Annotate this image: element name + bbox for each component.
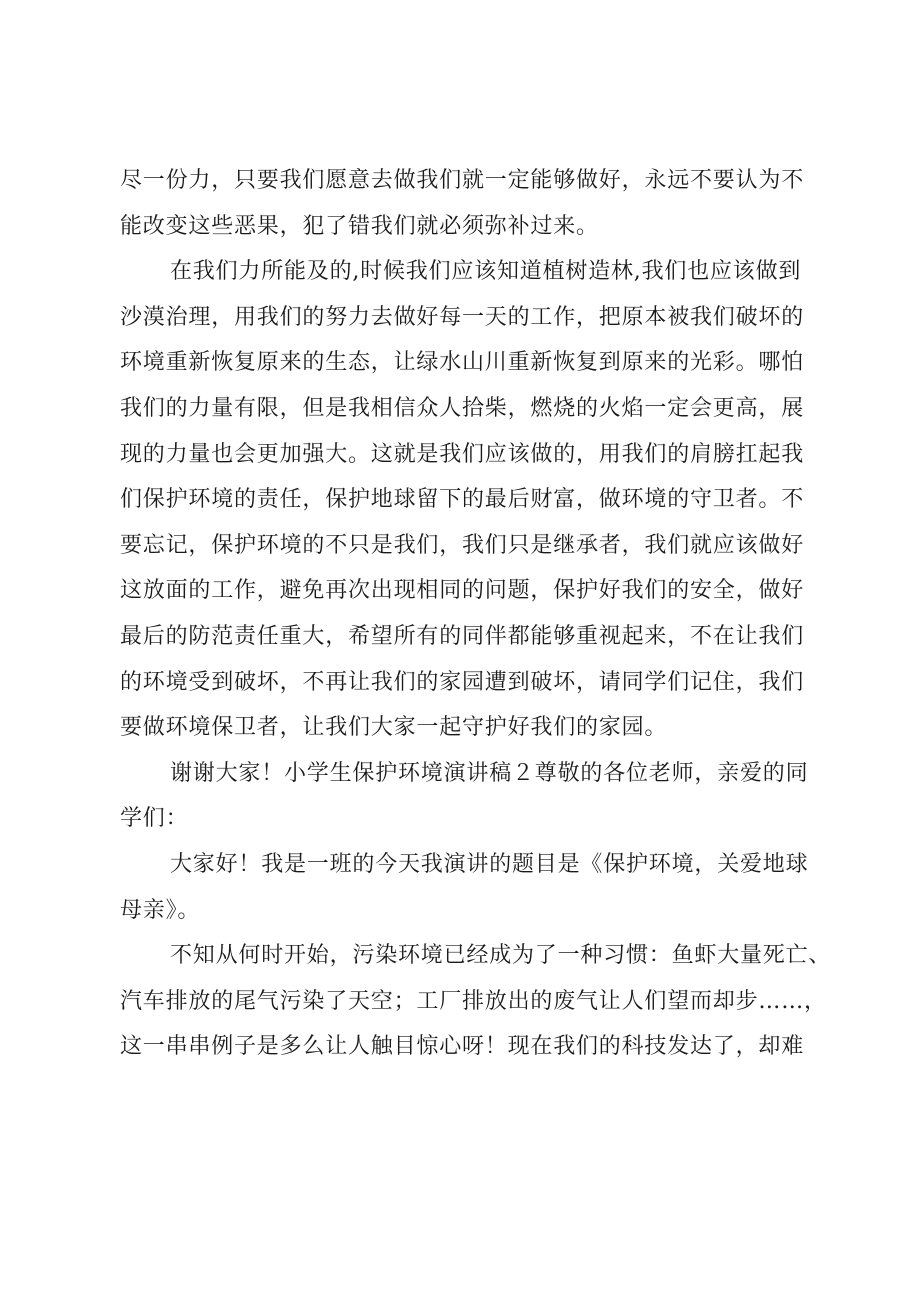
text-line: 的环境受到破坏，不再让我们的家园遭到破坏，请同学们记住，我们: [120, 669, 805, 695]
text-line: 沙漠治理，用我们的努力去做好每一天的工作，把原本被我们破坏的: [120, 304, 805, 330]
document-body: [120, 158, 832, 1070]
text-line: 这一串串例子是多么让人触目惊心呀！现在我们的科技发达了，却难: [120, 1034, 805, 1060]
text-line: 我们的力量有限，但是我相信众人拾柴，燃烧的火焰一定会更高，展: [120, 395, 805, 421]
paragraph-first-line: 谢谢大家！小学生保护环境演讲稿２尊敬的各位老师，亲爱的同: [170, 760, 809, 786]
text-line: 要忘记，保护环境的不只是我们，我们只是继承者，我们就应该做好: [120, 532, 805, 558]
text-line: 能改变这些恶果，犯了错我们就必须弥补过来。: [120, 213, 599, 239]
text-line: 现的力量也会更加强大。这就是我们应该做的，用我们的肩膀扛起我: [120, 441, 805, 467]
text-line: 最后的防范责任重大，希望所有的同伴都能够重视起来，不在让我们: [120, 623, 805, 649]
text-line: 学们：: [120, 806, 189, 832]
paragraph-first-line: 不知从何时开始，污染环境已经成为了一种习惯：鱼虾大量死亡、: [170, 943, 832, 969]
text-line: 汽车排放的尾气污染了天空；工厂排放出的废气让人们望而却步……，: [120, 988, 827, 1014]
paragraph-first-line: 大家好！我是一班的今天我演讲的题目是《保护环境，关爱地球: [170, 851, 809, 877]
text-line: 尽一份力，只要我们愿意去做我们就一定能够做好，永远不要认为不: [120, 168, 805, 193]
text-line: 母亲》。: [120, 897, 201, 923]
paragraph-first-line: 在我们力所能及的,时候我们应该知道植树造林,我们也应该做到: [170, 259, 802, 285]
text-line: 这放面的工作，避免再次出现相同的问题，保护好我们的安全，做好: [120, 578, 805, 604]
text-line: 们保护环境的责任，保护地球留下的最后财富，做环境的守卫者。不: [120, 487, 805, 513]
text-line: 环境重新恢复原来的生态，让绿水山川重新恢复到原来的光彩。哪怕: [120, 350, 805, 376]
text-line: 要做环境保卫者，让我们大家一起守护好我们的家园。: [120, 715, 668, 741]
